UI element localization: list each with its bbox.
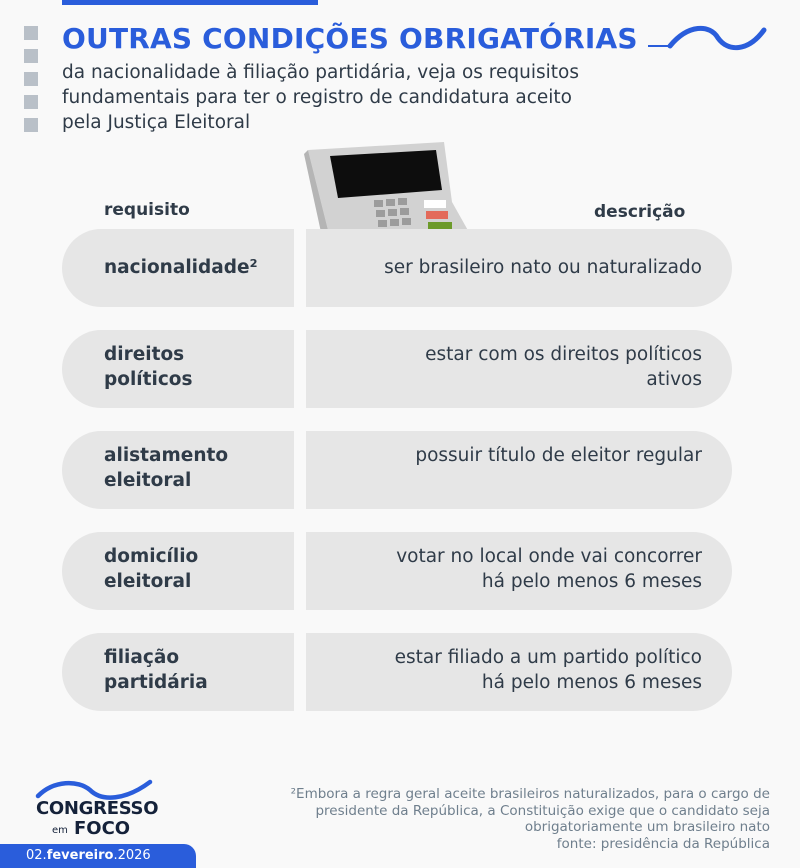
table-row [62,633,732,711]
description-line: ativos [646,369,702,390]
brand-name-em: em [52,825,68,836]
table-row [62,431,732,509]
page-subtitle [62,60,662,135]
subtitle-line: da nacionalidade à filiação partidária, veja os requisitos [62,62,579,83]
footnote [250,786,770,852]
requirement-line: partidária [104,672,208,693]
description-line: ser brasileiro nato ou naturalizado [384,257,702,278]
page-title: OUTRAS CONDIÇÕES OBRIGATÓRIAS [62,22,638,55]
requirement-label [104,255,284,280]
description-text [322,255,702,280]
table-row [62,532,732,610]
requirement-label [104,645,284,695]
date-month: fevereiro [46,848,114,863]
brand-name-line2: FOCO [74,818,131,839]
side-decoration [24,26,38,141]
column-header-requirement: requisito [104,200,190,220]
table-row [62,330,732,408]
wave-logo-icon [648,22,776,52]
requirement-line: eleitoral [104,571,192,592]
requirement-line: direitos [104,344,185,365]
requirement-line: domicílio [104,546,199,567]
description-text [322,544,702,594]
requirement-line: filiação [104,647,180,668]
description-line: votar no local onde vai concorrer [396,546,702,567]
description-line: há pelo menos 6 meses [481,571,702,592]
requirement-line: alistamento [104,445,229,466]
description-line: possuir título de eleitor regular [415,445,702,466]
footnote-line: obrigatoriamente um brasileiro nato [524,819,770,835]
date-year: .2026 [113,848,151,863]
requirement-label [104,342,284,392]
description-text [322,342,702,392]
column-header-description: descrição [594,202,686,222]
requirement-line: políticos [104,369,193,390]
description-text [322,443,702,468]
table-row [62,229,732,307]
brand-name-line1: CONGRESSO [36,798,159,819]
description-line: há pelo menos 6 meses [481,672,702,693]
top-accent-bar [62,0,318,5]
description-line: estar filiado a um partido político [394,647,702,668]
description-line: estar com os direitos políticos [425,344,702,365]
footnote-line: presidente da República, a Constituição exige que o candidato seja [315,802,770,819]
date-day: 02. [26,848,47,863]
description-text [322,645,702,695]
requirement-label [104,544,284,594]
subtitle-line: pela Justiça Eleitoral [62,112,251,133]
footnote-line: ²Embora a regra geral aceite brasileiros naturalizados, para o cargo de [290,786,770,802]
requirement-line: eleitoral [104,470,192,491]
publication-date [26,848,151,863]
requirement-label [104,443,284,493]
source-line: fonte: presidência da República [556,835,770,852]
subtitle-line: fundamentais para ter o registro de candidatura aceito [62,87,573,108]
requirement-line: nacionalidade² [104,257,258,278]
